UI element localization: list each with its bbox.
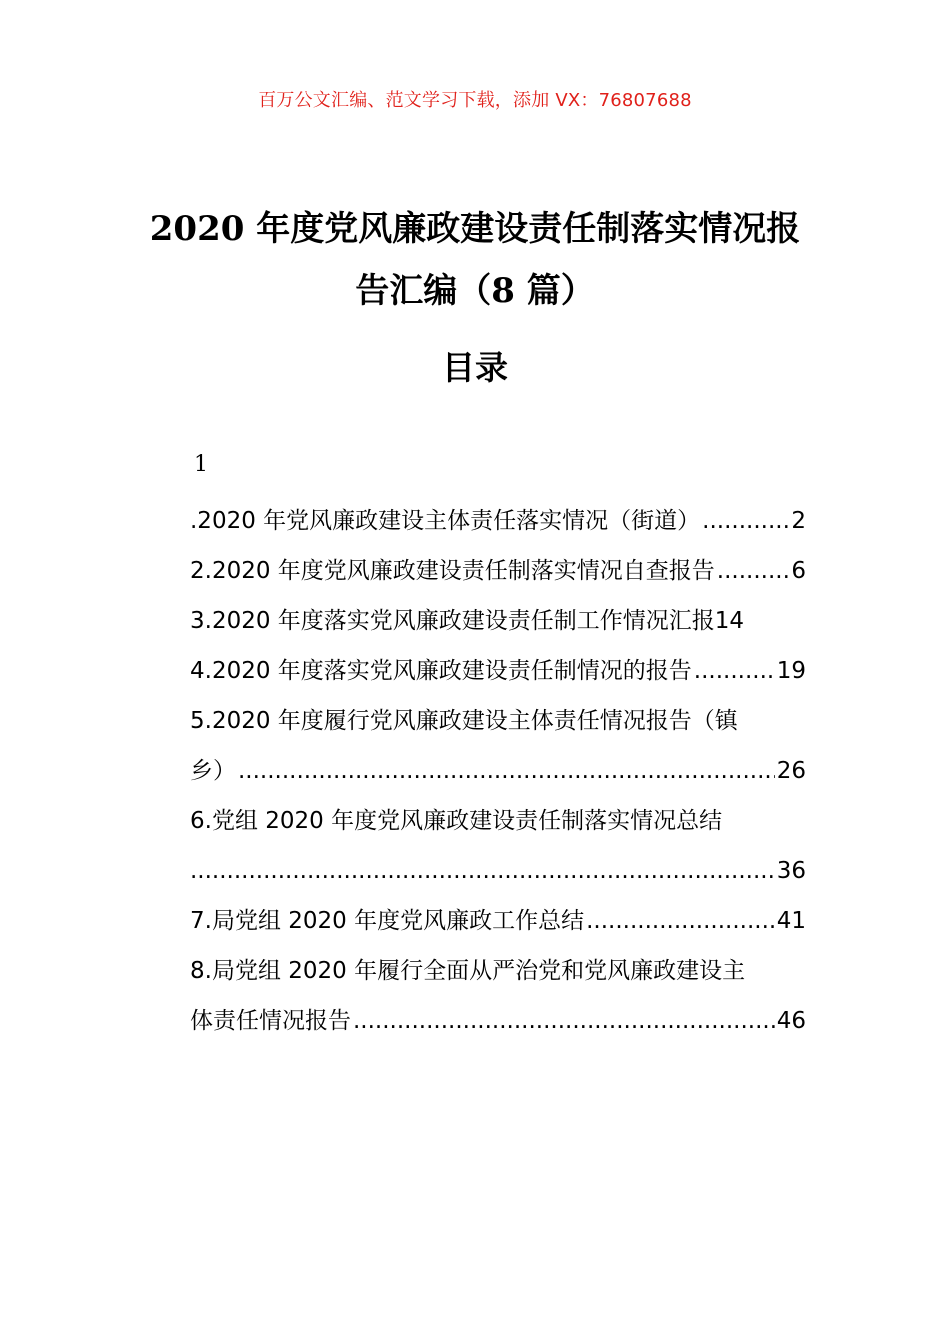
table-of-contents [190, 496, 806, 1046]
toc-entry-5-line-2[interactable] [190, 746, 806, 796]
toc-entry-2-leader [717, 546, 790, 596]
toc-entry-6-line-2[interactable] [190, 846, 806, 896]
toc-entry-6-text-line-1: 6.党组 2020 年度党风廉政建设责任制落实情况总结 [190, 808, 723, 834]
toc-entry-7-page: 41 [776, 908, 806, 934]
toc-entry-2[interactable] [190, 546, 806, 596]
toc-entry-4-text: 4.2020 年度落实党风廉政建设责任制情况的报告 [190, 658, 692, 684]
toc-entry-1[interactable] [190, 496, 806, 546]
toc-entry-4-page: 19 [776, 658, 806, 684]
toc-entry-5-text-line-1: 5.2020 年度履行党风廉政建设主体责任情况报告（镇 [190, 708, 738, 734]
toc-entry-8-text-line-1: 8.局党组 2020 年履行全面从严治党和党风廉政建设主 [190, 958, 746, 984]
title-line-2: 告汇编（8 篇） [355, 271, 595, 311]
toc-entry-4[interactable] [190, 646, 806, 696]
toc-entry-4-leader [694, 646, 775, 696]
toc-heading: 目录 [442, 348, 508, 387]
toc-entry-6-leader [190, 846, 775, 896]
toc-entry-5-text-line-2: 乡） [190, 758, 236, 784]
toc-number-one: 1 [194, 452, 208, 477]
toc-entry-3-page: 14 [714, 608, 745, 634]
toc-entry-8-page: 46 [776, 1008, 806, 1034]
toc-entry-1-leader [702, 496, 789, 546]
toc-entry-8-line-1[interactable] [190, 946, 806, 996]
document-title [140, 198, 810, 322]
toc-entry-1-text: .2020 年党风廉政建设主体责任落实情况（街道） [190, 508, 701, 534]
toc-entry-3-text: 3.2020 年度落实党风廉政建设责任制工作情况汇报 [190, 608, 715, 634]
toc-entry-8-text-line-2: 体责任情况报告 [190, 1008, 351, 1034]
toc-entry-8-line-2[interactable] [190, 996, 806, 1046]
toc-entry-2-page: 6 [791, 558, 806, 584]
toc-entry-7-text: 7.局党组 2020 年度党风廉政工作总结 [190, 908, 585, 934]
toc-entry-7-leader [586, 896, 775, 946]
toc-entry-3[interactable] [190, 596, 806, 646]
toc-entry-6-line-1[interactable] [190, 796, 806, 846]
toc-entry-6-page: 36 [776, 858, 806, 884]
promo-banner: 百万公文汇编、范文学习下载，添加 VX：76807688 [258, 90, 692, 111]
toc-entry-1-page: 2 [791, 508, 806, 534]
toc-entry-8-leader [353, 996, 775, 1046]
toc-entry-5-leader [238, 746, 775, 796]
title-line-1: 2020 年度党风廉政建设责任制落实情况报 [149, 209, 801, 249]
toc-entry-7[interactable] [190, 896, 806, 946]
toc-entry-2-text: 2.2020 年度党风廉政建设责任制落实情况自查报告 [190, 558, 715, 584]
toc-entry-5-line-1[interactable] [190, 696, 806, 746]
toc-entry-5-page: 26 [776, 758, 806, 784]
